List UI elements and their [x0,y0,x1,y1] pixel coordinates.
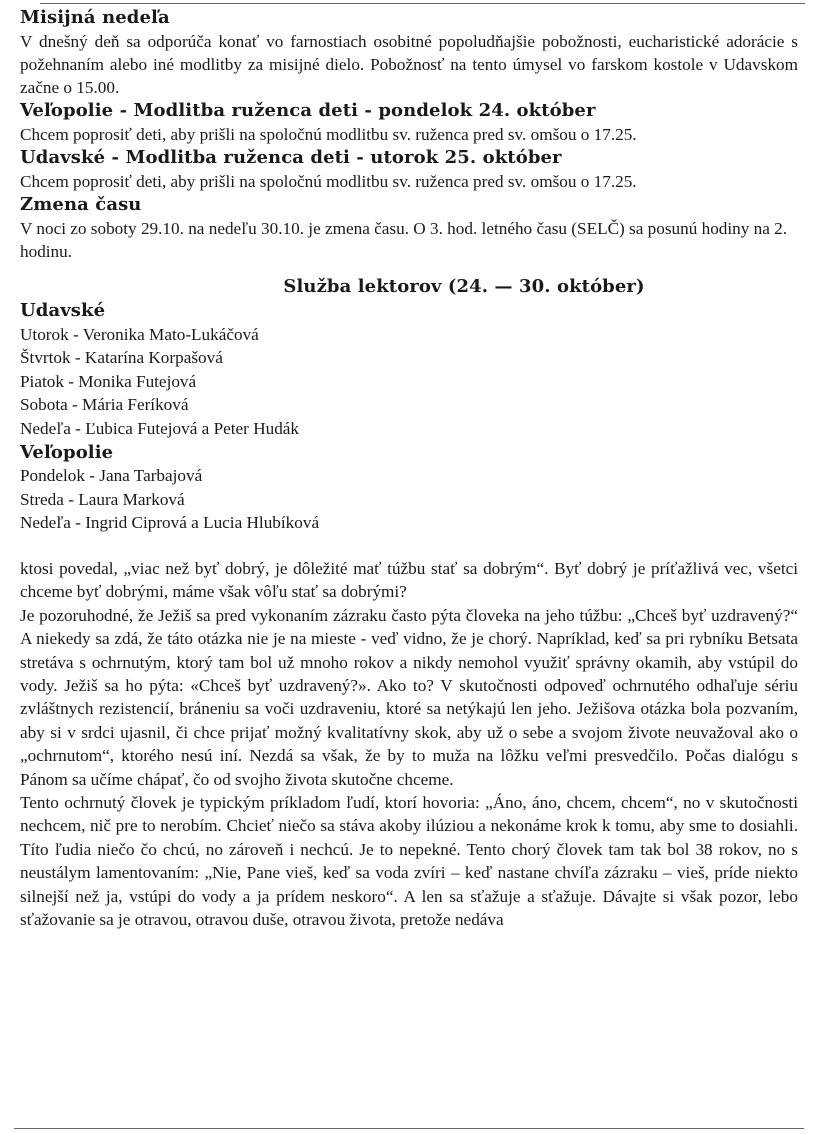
lector-entry: Nedeľa - Ľubica Futejová a Peter Hudák [20,418,300,438]
essay-paragraph: ktosi povedal, „viac než byť dobrý, je dôležité mať túžbu stať sa dobrým“. Byť dobrý je príťažlivá vec, všetci chceme byť dobrými, máme však vôľu stať sa dobrými? [20,558,798,602]
section-velopolie-rosary [20,99,798,146]
lector-entry: Štvrtok - Katarína Korpašová [20,348,223,368]
section-text: Chcem poprosiť deti, aby prišli na spoločnú modlitbu sv. ruženca pred sv. omšou o 17.25. [20,125,637,144]
lectors-group-udavske [20,299,798,441]
lectors-group-velopolie [20,441,798,535]
section-title: Veľopolie - Modlitba ruženca deti - pondelok 24. október [20,100,596,121]
page-content [20,6,798,931]
top-rule [40,3,805,4]
lector-entry: Piatok - Monika Futejová [20,371,197,391]
lector-entry: Nedeľa - Ingrid Ciprová a Lucia Hlubíková [20,513,320,533]
bottom-rule [14,1128,804,1129]
lector-entry: Pondelok - Jana Tarbajová [20,466,203,486]
section-time-change [20,193,798,263]
section-udavske-rosary [20,146,798,193]
section-text: Chcem poprosiť deti, aby prišli na spoločnú modlitbu sv. ruženca pred sv. omšou o 17.25. [20,172,637,191]
essay-paragraph: Je pozoruhodné, že Ježiš sa pred vykonaním zázraku často pýta človeka na jeho túžbu: „Chceš byť uzdravený?“ A niekedy sa zdá, že táto otázka nie je na mieste - veď vidno, že je chorý. Napríklad, keď sa pri rybníku Betsata stretáva s ochrnutým, ktorý tam bol už mnoho rokov a nikdy nemohol využiť správny okamih, aby vstúpil do vody. Ježiš sa ho pýta: «Chceš byť uzdravený?». Ako to? V skutočnosti odpoveď ochrnutého odhaľuje sériu zvláštnych rezistencií, bráneniu sa voči uzdraveniu, ktoré sa netýkajú len jeho. Ježišova otázka bola pozvaním, aby si v srdci ujasnil, či chce prijať možný kvalitatívny skok, aby už o sebe a svojom živote neuvažoval ako o „ochrnutom“, ktorého nesú iní. Nezdá sa však, že by to muža na lôžku veľmi presvedčilo. Počas dialógu s Pánom sa učíme chápať, čo od svojho života skutočne chceme. [20,605,798,789]
section-title: Zmena času [20,194,142,215]
section-text: V noci zo soboty 29.10. na nedeľu 30.10. je zmena času. O 3. hod. letného času (SELČ) sa posunú hodiny na 2. hodinu. [20,219,788,261]
lector-entry: Sobota - Mária Feríková [20,395,189,415]
section-mission-sunday [20,6,798,99]
essay [20,557,798,932]
lector-entry: Utorok - Veronika Mato-Lukáčová [20,324,259,344]
parish-name: Udavské [20,300,106,321]
parish-name: Veľopolie [20,441,114,463]
lectors-title: Služba lektorov (24. — 30. október) [283,276,645,297]
lector-entry: Streda - Laura Marková [20,489,185,509]
essay-paragraph: Tento ochrnutý človek je typickým príkladom ľudí, ktorí hovoria: „Áno, áno, chcem, chcem“, no v skutočnosti nechcem, nič pre to nerobím. Chcieť niečo sa stáva akoby ilúziou a nekonáme krok k tomu, aby sme to dosiahli. Títo ľudia niečo čo chcú, no zároveň i nechcú. Je to nepekné. Tento chorý človek tam tak bol 38 rokov, no s neustálym lamentovaním: „Nie, Pane vieš, keď sa voda zvíri – keď nastane chvíľa zázraku – vieš, príde niekto silnejší než ja, vstúpi do vody a ja prídem neskoro“. A len sa sťažuje a sťažuje. Dávajte si však pozor, lebo sťažovanie sa je otravou, otravou duše, otravou života, pretože nedáva [20,793,798,930]
section-title: Udavské - Modlitba ruženca deti - utorok 25. október [20,147,562,168]
section-text: V dnešný deň sa odporúča konať vo farnostiach osobitné popoludňajšie pobožnosti, eucharistické adorácie s požehnaním alebo iné modlitby za misijné dielo. Pobožnosť na tento úmysel vo farskom kostole v Udavskom začne o 15.00. [20,32,798,97]
section-title: Misijná nedeľa [20,7,170,28]
